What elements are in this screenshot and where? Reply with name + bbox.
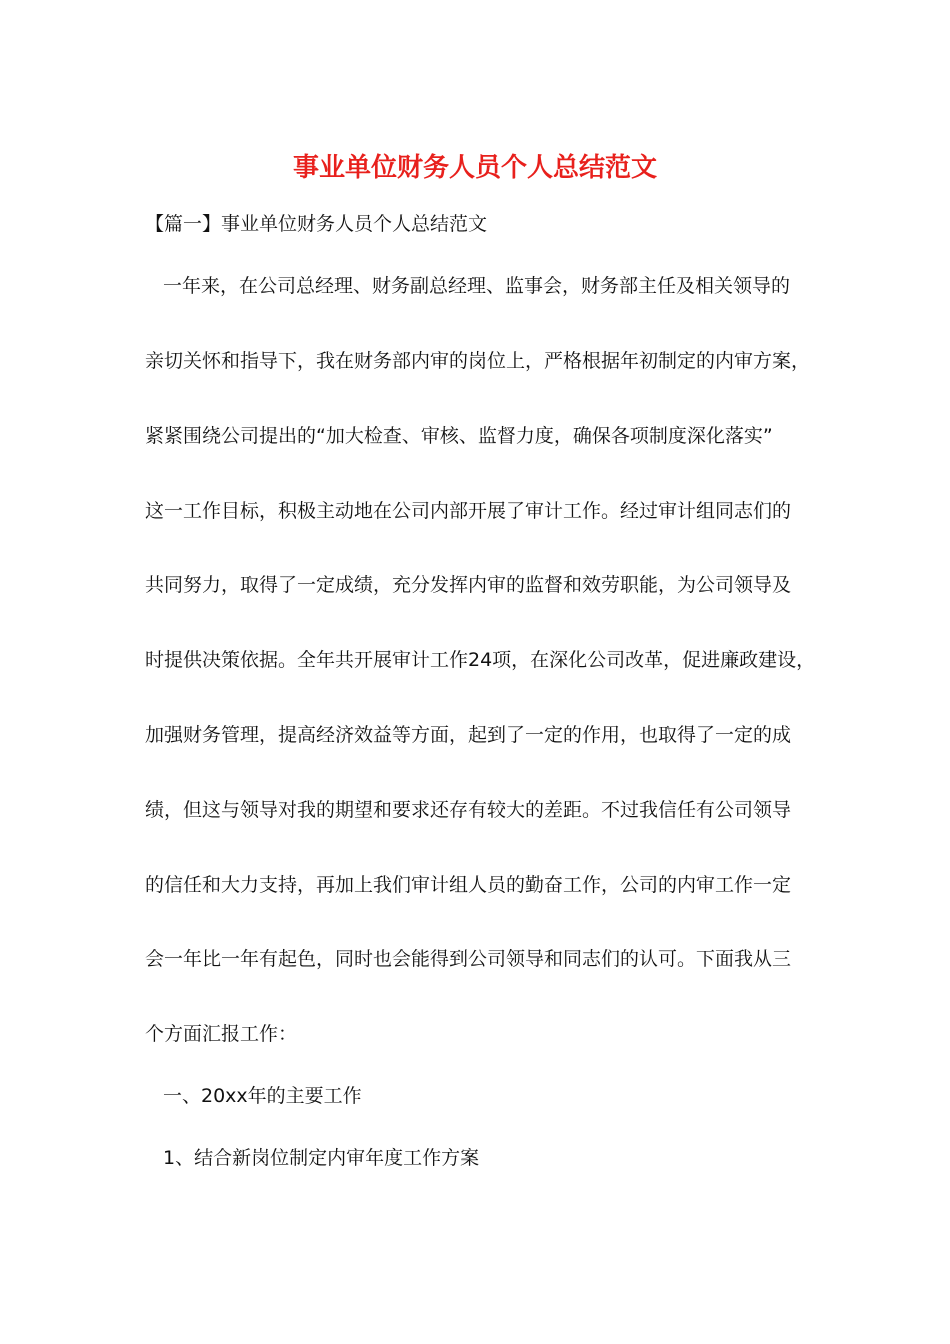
paragraph-line: 紧紧围绕公司提出的“加大检查、审核、监督力度，确保各项制度深化落实” [145,425,773,447]
subheading-main-work: 一、20xx年的主要工作 [163,1085,362,1107]
paragraph-line: 会一年比一年有起色，同时也会能得到公司领导和同志们的认可。下面我从三 [145,948,792,970]
paragraph-line: 的信任和大力支持，再加上我们审计组人员的勤奋工作，公司的内审工作一定 [145,874,792,896]
subheading-plan: 1、结合新岗位制定内审年度工作方案 [163,1147,480,1169]
paragraph-line: 个方面汇报工作： [145,1023,298,1045]
paragraph-line: 一年来，在公司总经理、财务副总经理、监事会，财务部主任及相关领导的 [163,275,791,297]
paragraph-line: 绩，但这与领导对我的期望和要求还存有较大的差距。不过我信任有公司领导 [145,799,792,821]
paragraph-line: 亲切关怀和指导下，我在财务部内审的岗位上，严格根据年初制定的内审方案， [145,350,811,372]
paragraph-line: 共同努力，取得了一定成绩，充分发挥内审的监督和效劳职能，为公司领导及 [145,574,792,596]
paragraph-line: 加强财务管理，提高经济效益等方面，起到了一定的作用，也取得了一定的成 [145,724,792,746]
section-heading: 【篇一】事业单位财务人员个人总结范文 [145,213,488,235]
paragraph-line: 时提供决策依据。全年共开展审计工作24项，在深化公司改革，促进廉政建设， [145,649,816,671]
paragraph-line: 这一工作目标，积极主动地在公司内部开展了审计工作。经过审计组同志们的 [145,500,792,522]
document-title: 事业单位财务人员个人总结范文 [292,153,657,183]
